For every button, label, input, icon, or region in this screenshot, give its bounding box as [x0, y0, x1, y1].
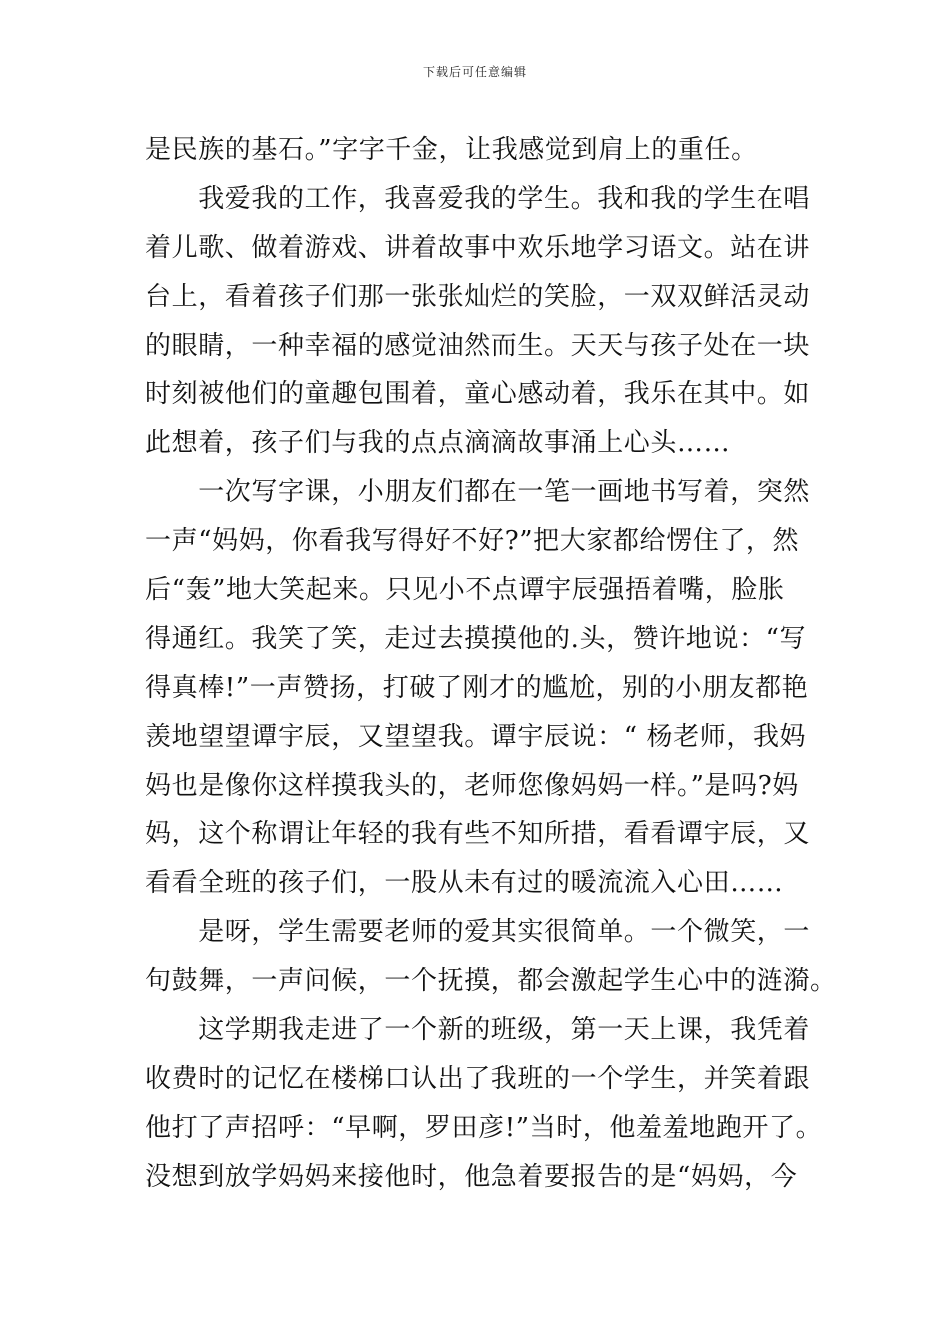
text-line: 收费时的记忆在楼梯口认出了我班的一个学生，并笑着跟: [145, 1063, 811, 1094]
text-line: 得真棒!”一声赞扬，打破了刚才的尴尬，别的小朋友都艳: [145, 672, 809, 703]
text-line: 句鼓舞，一声问候，一个抚摸，都会激起学生心中的涟漪。: [145, 966, 837, 997]
text-line: 台上，看着孩子们那一张张灿烂的笑脸，一双双鲜活灵动: [145, 281, 811, 312]
text-line: 羡地望望谭宇辰，又望望我。谭宇辰说：“ 杨老师，我妈: [145, 721, 807, 752]
text-line: 着儿歌、做着游戏、讲着故事中欢乐地学习语文。站在讲: [145, 232, 811, 263]
text-line: 他打了声招呼：“早啊，罗田彦!”当时，他羞羞地跑开了。: [145, 1112, 823, 1143]
text-line: 是民族的基石。”字字千金，让我感觉到肩上的重任。: [145, 135, 758, 165]
text-line: 是呀，学生需要老师的爱其实很简单。一个微笑，一: [145, 917, 811, 948]
text-line: 妈，这个称谓让年轻的我有些不知所措，看看谭宇辰，又: [145, 819, 811, 850]
text-line: 没想到放学妈妈来接他时，他急着要报告的是“妈妈，今: [145, 1161, 798, 1192]
page-header: 下载后可任意编辑: [422, 65, 527, 79]
text-line: 得通红。我笑了笑，走过去摸摸他的.头，赞许地说：“写: [145, 623, 807, 654]
text-line: 看看全班的孩子们，一股从未有过的暖流流入心田……: [145, 868, 784, 899]
text-line: 一声“妈妈，你看我写得好不好?”把大家都给愣住了，然: [145, 526, 800, 557]
text-line: 此想着，孩子们与我的点点滴滴故事涌上心头……: [145, 428, 731, 459]
text-line: 后“轰”地大笑起来。只见小不点谭宇辰强捂着嘴，脸胀: [145, 575, 785, 606]
body-text: [145, 126, 837, 1202]
text-line: 时刻被他们的童趣包围着，童心感动着，我乐在其中。如: [145, 379, 811, 410]
text-line: 我爱我的工作，我喜爱我的学生。我和我的学生在唱: [145, 183, 811, 214]
text-line: 一次写字课，小朋友们都在一笔一画地书写着，突然: [145, 477, 811, 508]
text-line: 这学期我走进了一个新的班级，第一天上课，我凭着: [145, 1015, 811, 1046]
text-line: 的眼睛，一种幸福的感觉油然而生。天天与孩子处在一块: [145, 330, 811, 361]
text-line: 妈也是像你这样摸我头的，老师您像妈妈一样。”是吗?妈: [145, 770, 799, 801]
